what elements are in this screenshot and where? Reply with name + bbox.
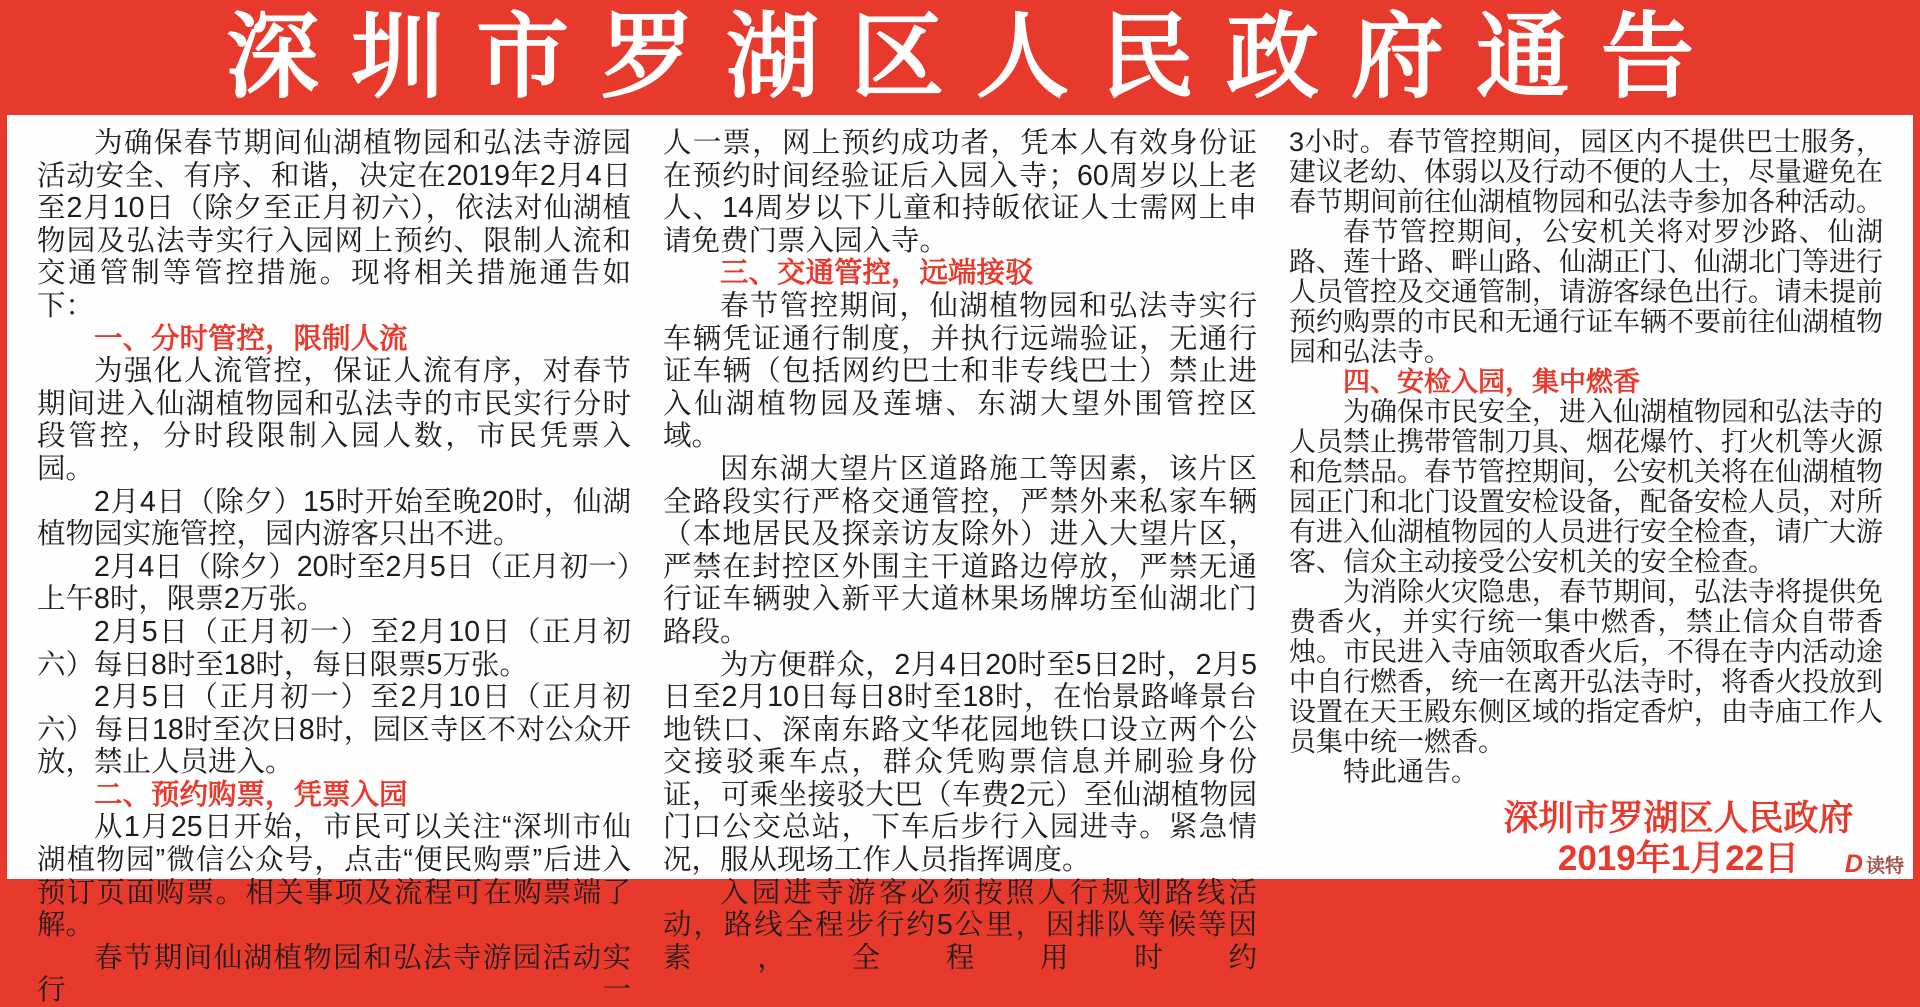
notice-paragraph: 特此通告。 bbox=[1343, 757, 1478, 787]
notice-title: 深圳市罗湖区人民政府通告 bbox=[226, 5, 1726, 109]
notice-paragraph: 入园进寺游客必须按照人行规划路线活动，路线全程步行约5公里，因排队等候等因素，全程用时约 bbox=[663, 876, 1257, 974]
notice-paragraph: 2月4日（除夕）20时至2月5日（正月初一）上午8时，限票2万张。 bbox=[37, 550, 631, 616]
notice-paragraph: 春节管控期间，公安机关将对罗沙路、仙湖路、莲十路、畔山路、仙湖正门、仙湖北门等进行人员管控及交通管制，请游客绿色出行。请未提前预约购票的市民和无通行证车辆不要前往仙湖植物园和弘法寺。 bbox=[1289, 217, 1883, 367]
section-heading: 一、分时管控，限制人流 bbox=[94, 322, 408, 355]
signature-line: 2019年1月22日 bbox=[1557, 839, 1800, 878]
notice-paragraph: 2月4日（除夕）15时开始至晚20时，仙湖植物园实施管控，园内游客只出不进。 bbox=[37, 485, 631, 551]
notice-paragraph: 为确保春节期间仙湖植物园和弘法寺游园活动安全、有序、和谐，决定在2019年2月4日至2月10日（除夕至正月初六），依法对仙湖植物园及弘法寺实行入园网上预约、限制人流和交通管制等管控措施。现将相关措施通告如下： bbox=[37, 127, 631, 322]
dute-watermark-label: 读特 bbox=[1865, 856, 1904, 877]
notice-paragraph: 春节期间仙湖植物园和弘法寺游园活动实行一 bbox=[37, 941, 631, 1007]
notice-column-1 bbox=[37, 127, 631, 1007]
section-heading: 二、预约购票，凭票入园 bbox=[94, 778, 408, 811]
notice-paragraph: 为方便群众，2月4日20时至5日2时，2月5日至2月10日每日8时至18时，在怡景路峰景台地铁口、深南东路文华花园地铁口设立两个公交接驳乘车点，群众凭购票信息并刷验身份证，可乘坐接驳大巴（车费2元）至仙湖植物园门口公交总站，下车后步行入园进寺。紧急情况，服从现场工作人员指挥调度。 bbox=[663, 648, 1257, 877]
section-heading: 三、交通管控，远端接驳 bbox=[720, 257, 1034, 290]
notice-column-3 bbox=[1289, 127, 1883, 879]
notice-paragraph: 为确保市民安全，进入仙湖植物园和弘法寺的人员禁止携带管制刀具、烟花爆竹、打火机等火源和危禁品。春节管控期间，公安机关将在仙湖植物园正门和北门设置安检设备，配备安检人员，对所有进入仙湖植物园的人员进行安全检查，请广大游客、信众主动接受公安机关的安全检查。 bbox=[1289, 397, 1883, 577]
dute-watermark bbox=[1845, 852, 1904, 877]
notice-body-sheet bbox=[7, 115, 1913, 1007]
notice-paragraph: 因东湖大望片区道路施工等因素，该片区全路段实行严格交通管控，严禁外来私家车辆（本地居民及探亲访友除外）进入大望片区，严禁在封控区外围主干道路边停放，严禁无通行证车辆驶入新平大道林果场牌坊至仙湖北门路段。 bbox=[663, 452, 1257, 648]
notice-paragraph: 2月5日（正月初一）至2月10日（正月初六）每日18时至次日8时，园区寺区不对公众开放，禁止人员进入。 bbox=[37, 681, 631, 779]
signature-line: 深圳市罗湖区人民政府 bbox=[1503, 799, 1854, 838]
notice-paragraph: 3小时。春节管控期间，园区内不提供巴士服务，建议老幼、体弱以及行动不便的人士，尽量避免在春节期间前往仙湖植物园和弘法寺参加各种活动。 bbox=[1289, 127, 1883, 217]
notice-paragraph: 为强化人流管控，保证人流有序，对春节期间进入仙湖植物园和弘法寺的市民实行分时段管控，分时段限制入园人数，市民凭票入园。 bbox=[37, 355, 631, 485]
section-heading: 四、安检入园，集中燃香 bbox=[1343, 367, 1640, 397]
notice-paragraph: 为消除火灾隐患，春节期间，弘法寺将提供免费香火，并实行统一集中燃香，禁止信众自带香烛。市民进入寺庙领取香火后，不得在寺内活动途中自行燃香，统一在离开弘法寺时，将香火投放到设置在天王殿东侧区域的指定香炉，由寺庙工作人员集中统一燃香。 bbox=[1289, 577, 1883, 757]
dute-logo-icon: D bbox=[1844, 850, 1863, 878]
notice-paragraph: 2月5日（正月初一）至2月10日（正月初六）每日8时至18时，每日限票5万张。 bbox=[37, 615, 631, 681]
notice-header-banner bbox=[0, 0, 1920, 115]
notice-paragraph: 从1月25日开始，市民可以关注“深圳市仙湖植物园”微信公众号，点击“便民购票”后进入预订页面购票。相关事项及流程可在购票端了解。 bbox=[37, 811, 631, 942]
notice-paragraph: 春节管控期间，仙湖植物园和弘法寺实行车辆凭证通行制度，并执行远端验证，无通行证车辆（包括网约巴士和非专线巴士）禁止进入仙湖植物园及莲塘、东湖大望外围管控区域。 bbox=[663, 289, 1257, 453]
notice-paragraph: 人一票，网上预约成功者，凭本人有效身份证在预约时间经验证后入园入寺；60周岁以上老人、14周岁以下儿童和持皈依证人士需网上申请免费门票入园入寺。 bbox=[663, 127, 1257, 257]
notice-column-2 bbox=[663, 127, 1257, 974]
